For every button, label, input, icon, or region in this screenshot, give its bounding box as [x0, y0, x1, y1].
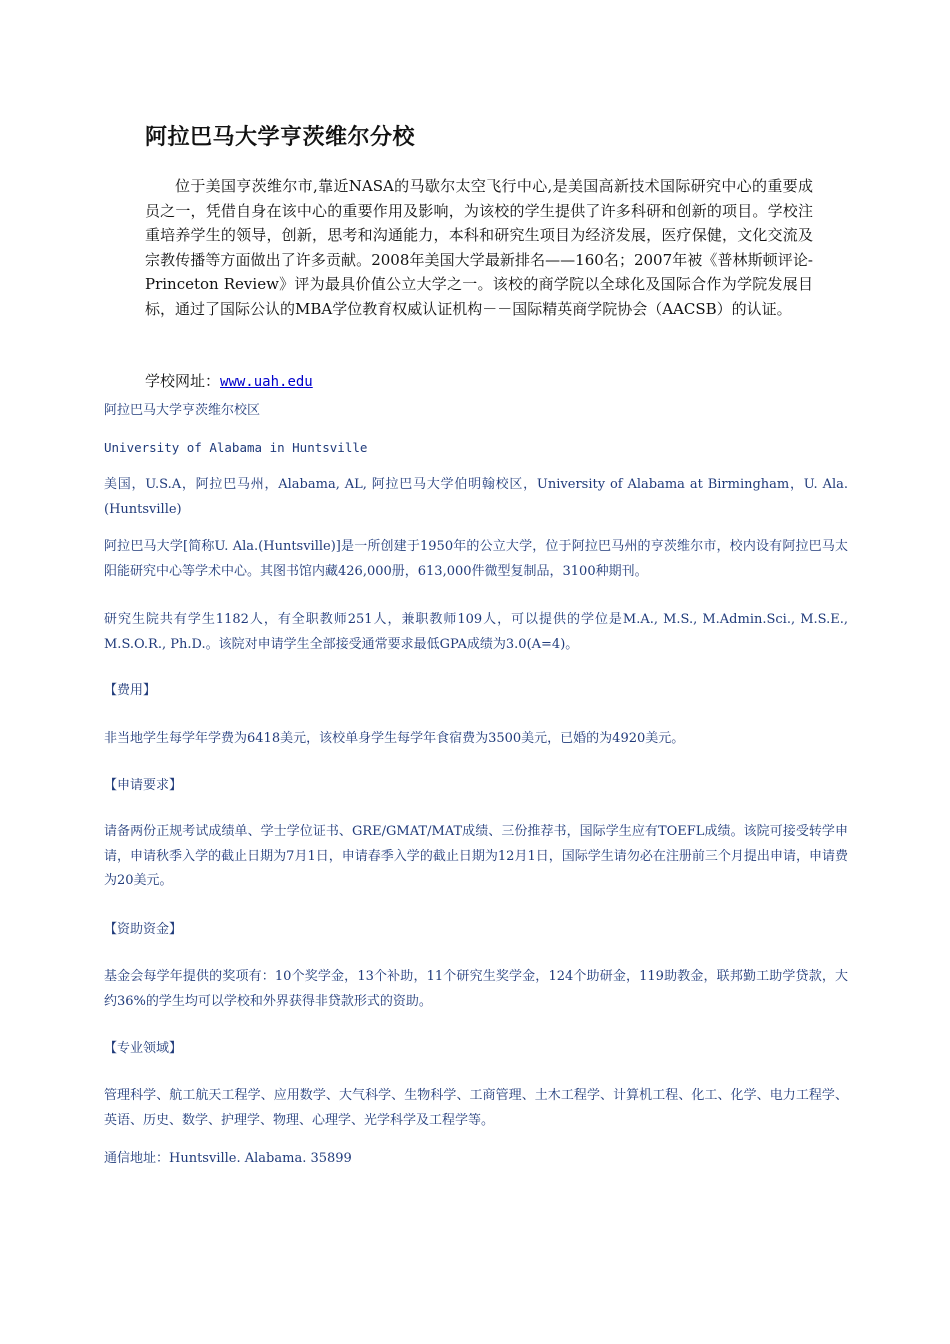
location-paragraph: 美国，U.S.A，阿拉巴马州，Alabama, AL, 阿拉巴马大学伯明翰校区，University of Alabama at Birmingham，U. Ala.(Huntsville): [104, 477, 848, 517]
campus-name-en: University of Alabama in Huntsville: [104, 440, 368, 455]
page-title: 阿拉巴马大学亨茨维尔分校: [145, 125, 416, 150]
website-line: [145, 370, 313, 391]
requirements-text: 请备两份正规考试成绩单、学士学位证书、GRE/GMAT/MAT成绩、三份推荐书，国际学生应有TOEFL成绩。该院可接受转学申请，申请秋季入学的截止日期为7月1日，申请春季入学的截止日期为12月1日，国际学生请勿必在注册前三个月提出申请，申请费为20美元。: [104, 824, 848, 888]
funding-text: 基金会每学年提供的奖项有：10个奖学金，13个补助，11个研究生奖学金，124个助研金，119助教金，联邦勤工助学贷款，大约36%的学生均可以学校和外界获得非贷款形式的资助。: [104, 969, 848, 1009]
graduate-paragraph: 研究生院共有学生1182人，有全职教师251人，兼职教师109人，可以提供的学位是M.A., M.S., M.Admin.Sci., M.S.E., M.S.O.R., Ph.D.。该院对申请学生全部接受通常要求最低GPA成绩为3.0(A=4)。: [104, 612, 848, 652]
requirements-heading: 【申请要求】: [104, 778, 183, 793]
website-label: 学校网址：: [145, 372, 221, 390]
fees-text: 非当地学生每学年学费为6418美元，该校单身学生每学年食宿费为3500美元，已婚的为4920美元。: [104, 731, 685, 746]
fees-heading: 【费用】: [104, 683, 157, 698]
website-link[interactable]: www.uah.edu: [220, 374, 313, 390]
majors-heading: 【专业领域】: [104, 1041, 183, 1056]
funding-heading: 【资助资金】: [104, 922, 183, 937]
campus-name-cn: 阿拉巴马大学亨茨维尔校区: [104, 403, 261, 418]
description-paragraph: 阿拉巴马大学[简称U. Ala.(Huntsville)]是一所创建于1950年的公立大学，位于阿拉巴马州的亨茨维尔市，校内设有阿拉巴马太阳能研究中心等学术中心。其图书馆内藏426,000册，613,000件微型复制品，3100种期刊。: [104, 539, 848, 579]
intro-paragraph: 位于美国亨茨维尔市,靠近NASA的马歇尔太空飞行中心,是美国高新技术国际研究中心的重要成员之一，凭借自身在该中心的重要作用及影响，为该校的学生提供了许多科研和创新的项目。学校注重培养学生的领导，创新，思考和沟通能力，本科和研究生项目为经济发展，医疗保健，文化交流及宗教传播等方面做出了许多贡献。2008年美国大学最新排名——160名；2007年被《普林斯顿评论-Princeton Review》评为最具价值公立大学之一。该校的商学院以全球化及国际合作为学院发展目标，通过了国际公认的MBA学位教育权威认证机构－－国际精英商学院协会（AACSB）的认证。: [145, 177, 813, 318]
mailing-address: 通信地址：Huntsville. Alabama. 35899: [104, 1151, 352, 1166]
majors-text: 管理科学、航工航天工程学、应用数学、大气科学、生物科学、工商管理、土木工程学、计算机工程、化工、化学、电力工程学、英语、历史、数学、护理学、物理、心理学、光学科学及工程学等。: [104, 1088, 848, 1128]
